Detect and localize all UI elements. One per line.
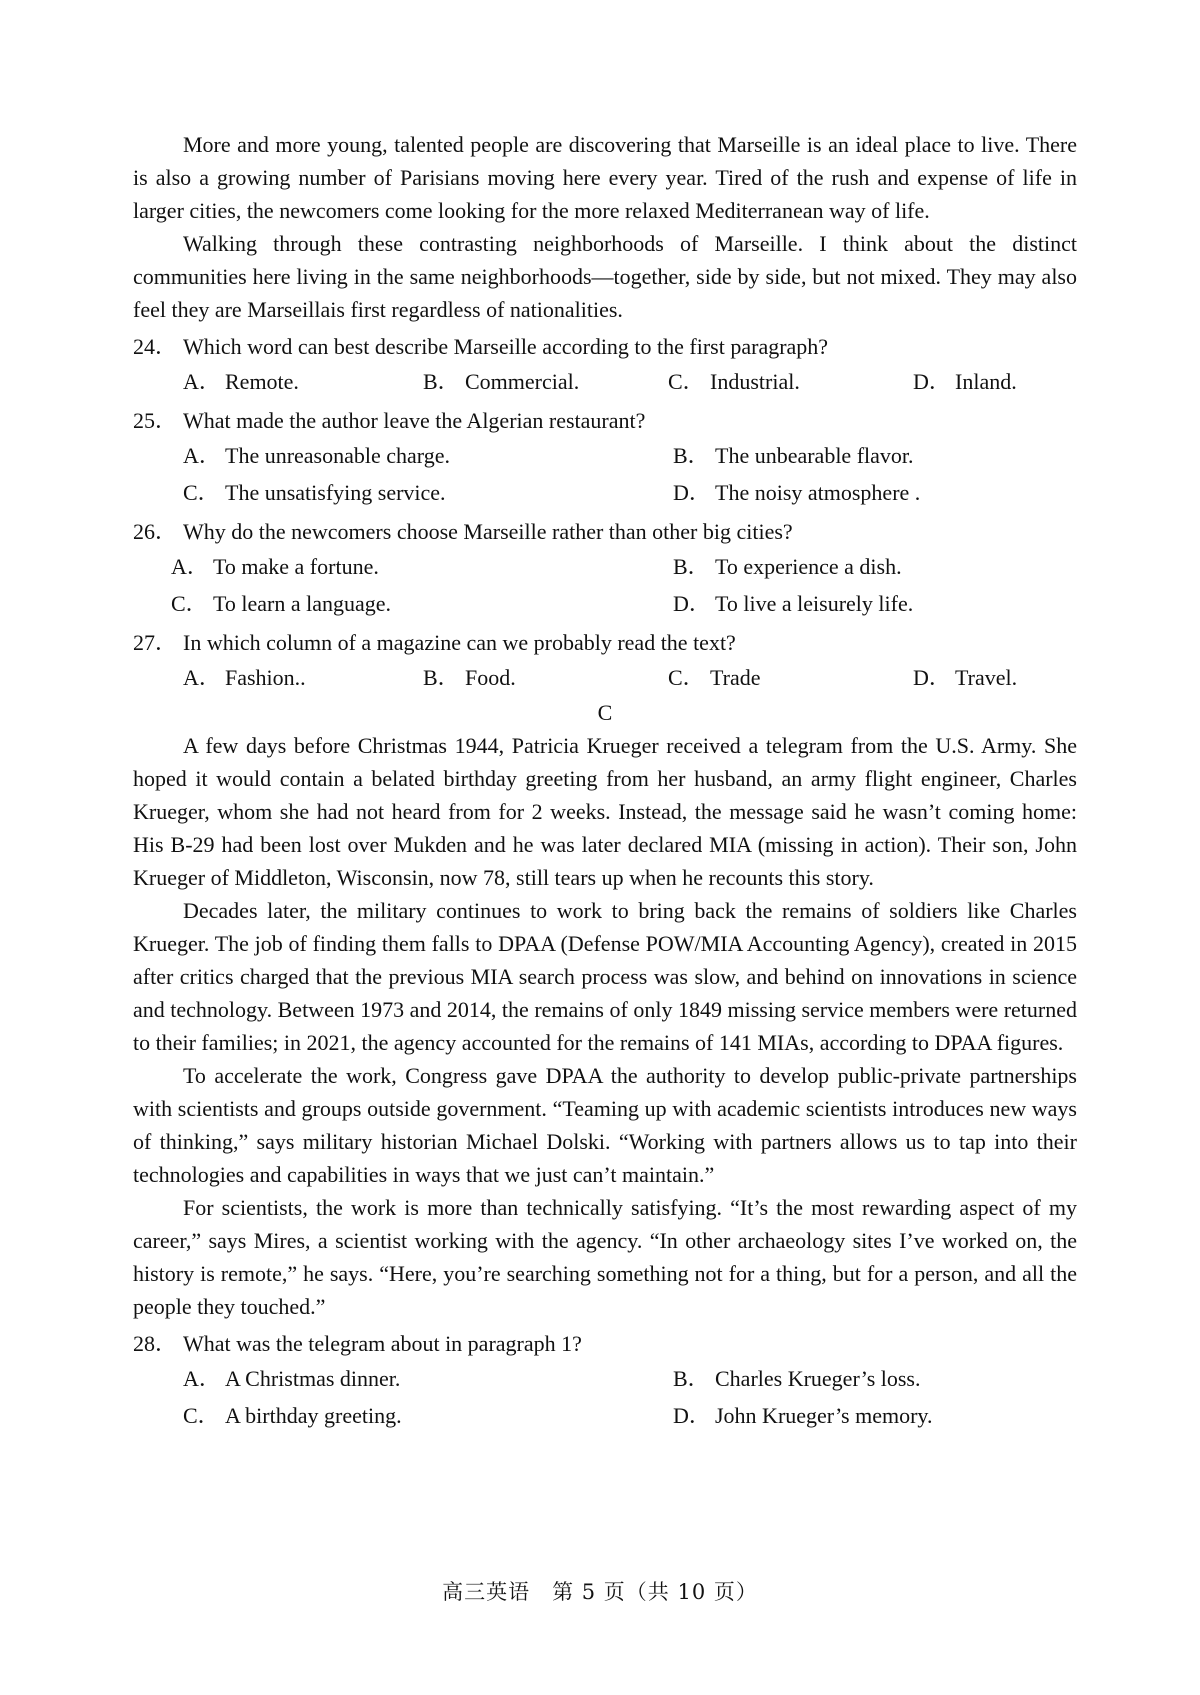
question-number: 28．: [133, 1331, 178, 1356]
passage-paragraph: Walking through these contrasting neighborhoods of Marseille. I think about the distinct communities here living in the same neighborhoods—together, side by side, but not mixed. They may also feel they are Marseillais first regardless of nationalities.: [133, 231, 1077, 322]
option-d: D． To live a leisurely life.: [673, 591, 914, 616]
option-c: C． The unsatisfying service.: [183, 480, 446, 505]
option-a: A． Remote.: [183, 369, 299, 394]
passage-paragraph: To accelerate the work, Congress gave DPAA the authority to develop public-private partnerships with scientists and groups outside government. “Teaming up with academic scientists introduces new ways of thinking,” says military historian Michael Dolski. “Working with partners allows us to tap into their technologies and capabilities in ways that we just can’t maintain.”: [133, 1063, 1077, 1187]
option-b: B． To experience a dish.: [673, 554, 902, 579]
option-d: D． The noisy atmosphere .: [673, 480, 921, 505]
question-28: [133, 1327, 1077, 1360]
passage-paragraph: For scientists, the work is more than technically satisfying. “It’s the most rewarding aspect of my career,” says Mires, a scientist working with the agency. “In other archaeology sites I’ve worked on, the history is remote,” he says. “Here, you’re searching something not for a thing, but for a person, and all the people they touched.”: [133, 1195, 1077, 1319]
options-row: [133, 1397, 1077, 1434]
options-row: [133, 548, 1077, 585]
option-b: B． Food.: [423, 665, 516, 690]
exam-page: [133, 128, 1077, 1434]
options-row: [133, 437, 1077, 474]
option-d: D． Travel.: [913, 665, 1018, 690]
page-footer: 高三英语 第 5 页（共 10 页）: [442, 1580, 758, 1604]
question-26: [133, 515, 1077, 548]
passage-paragraph: More and more young, talented people are discovering that Marseille is an ideal place to live. There is also a growing number of Parisians moving here every year. Tired of the rush and expense of life in larger cities, the newcomers come looking for the more relaxed Mediterranean way of life.: [133, 132, 1077, 223]
option-a: A． To make a fortune.: [171, 554, 379, 579]
question-text: Why do the newcomers choose Marseille rather than other big cities?: [183, 519, 793, 544]
options-row: [133, 1360, 1077, 1397]
question-number: 25．: [133, 408, 178, 433]
option-b: B． The unbearable flavor.: [673, 443, 914, 468]
question-number: 27．: [133, 630, 178, 655]
question-text: In which column of a magazine can we probably read the text?: [183, 630, 736, 655]
passage-paragraph: Decades later, the military continues to work to bring back the remains of soldiers like Charles Krueger. The job of finding them falls to DPAA (Defense POW/MIA Accounting Agency), created in 2015 after critics charged that the previous MIA search process was slow, and behind on innovations in science and technology. Between 1973 and 2014, the remains of only 1849 missing service members were returned to their families; in 2021, the agency accounted for the remains of 141 MIAs, according to DPAA figures.: [133, 898, 1077, 1055]
question-text: What was the telegram about in paragraph 1?: [183, 1331, 582, 1356]
options-row: [133, 585, 1077, 622]
option-b: B． Charles Krueger’s loss.: [673, 1366, 921, 1391]
option-a: A． The unreasonable charge.: [183, 443, 450, 468]
options-row: [133, 474, 1077, 511]
option-c: C． Industrial.: [668, 369, 800, 394]
option-c: C． A birthday greeting.: [183, 1403, 402, 1428]
passage-paragraph: A few days before Christmas 1944, Patricia Krueger received a telegram from the U.S. Army. She hoped it would contain a belated birthday greeting from her husband, an army flight engineer, Charles Krueger, whom she had not heard from for 2 weeks. Instead, the message said he wasn’t coming home: His B-29 had been lost over Mukden and he was later declared MIA (missing in action). Their son, John Krueger of Middleton, Wisconsin, now 78, still tears up when he recounts this story.: [133, 733, 1077, 890]
question-25: [133, 404, 1077, 437]
question-text: What made the author leave the Algerian restaurant?: [183, 408, 646, 433]
option-d: D． John Krueger’s memory.: [673, 1403, 933, 1428]
question-24: [133, 330, 1077, 363]
option-a: A． Fashion..: [183, 665, 306, 690]
options-row: [133, 659, 1077, 696]
section-heading: C: [597, 700, 613, 725]
options-row: [133, 363, 1077, 400]
question-number: 24．: [133, 334, 178, 359]
question-text: Which word can best describe Marseille according to the first paragraph?: [183, 334, 829, 359]
option-a: A． A Christmas dinner.: [183, 1366, 401, 1391]
option-c: C． To learn a language.: [171, 591, 392, 616]
option-b: B． Commercial.: [423, 369, 580, 394]
question-number: 26．: [133, 519, 178, 544]
option-d: D． Inland.: [913, 369, 1017, 394]
question-27: [133, 626, 1077, 659]
option-c: C． Trade: [668, 665, 761, 690]
